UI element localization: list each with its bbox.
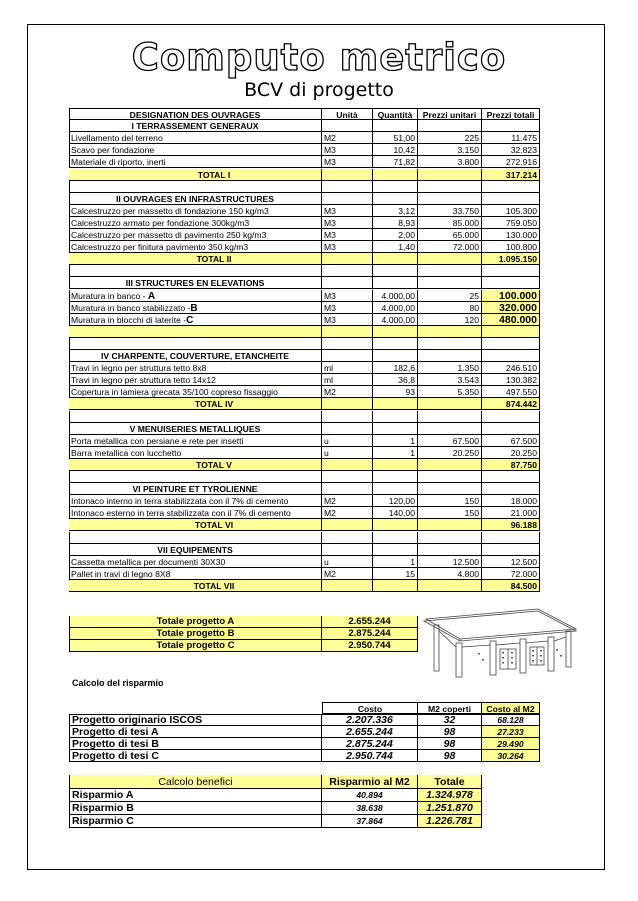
item-unit: M2 <box>322 386 373 398</box>
empty-cell <box>418 459 482 471</box>
empty-cell <box>69 265 322 277</box>
empty-cell <box>482 423 540 435</box>
item-quantity: 182,6 <box>373 362 418 374</box>
item-total-price: 497.550 <box>482 386 540 398</box>
variant-tag: A <box>147 290 156 302</box>
empty-cell <box>482 411 540 423</box>
item-quantity: 8,93 <box>373 217 418 229</box>
item-quantity: 4.000,00 <box>373 290 418 302</box>
item-description-text: Muratura in banco stabilizzato - <box>71 302 191 313</box>
empty-cell <box>482 532 540 544</box>
item-total-price: 72.000 <box>482 568 540 580</box>
item-unit-price: 67.500 <box>418 435 482 447</box>
section-total-label <box>69 326 322 338</box>
empty-cell <box>322 181 373 193</box>
empty-cell <box>69 532 322 544</box>
item-description-text: Calcestruzzo per massetto di pavimento 250 kg/m3 <box>71 230 267 240</box>
item-description-text: Travi in legno per struttura tetto 14x12 <box>71 375 216 386</box>
empty-cell <box>322 265 373 277</box>
costs-header-m2: M2 coperti <box>418 702 482 714</box>
empty-cell <box>373 169 418 181</box>
item-description <box>69 507 322 519</box>
empty-cell <box>482 338 540 350</box>
empty-cell <box>322 411 373 423</box>
item-quantity: 10,42 <box>373 144 418 156</box>
cost-per-m2: 30.264 <box>482 750 540 762</box>
column-header: Prezzi totali <box>482 108 540 120</box>
empty-cell <box>418 120 482 132</box>
item-total-price: 18.000 <box>482 495 540 507</box>
empty-cell <box>418 423 482 435</box>
section-heading: V MENUISERIES METALLIQUES <box>69 423 322 435</box>
item-unit: M3 <box>322 241 373 253</box>
item-description-text: Intonaco esterno in terra stabilizzata con il 7% di cemento <box>71 508 291 519</box>
empty-cell <box>322 459 373 471</box>
item-description <box>69 447 322 459</box>
item-unit-price: 4.800 <box>418 568 482 580</box>
section-total-label: TOTAL II <box>69 253 322 265</box>
item-description-text: Calcestruzzo armato per fondazione 300kg/m3 <box>71 217 250 228</box>
item-total-price: 246.510 <box>482 362 540 374</box>
column-header: Prezzi unitari <box>418 108 482 120</box>
item-unit: M3 <box>322 205 373 217</box>
empty-cell <box>322 253 373 265</box>
item-description <box>69 495 322 507</box>
item-unit-price: 20.250 <box>418 447 482 459</box>
item-description <box>69 132 322 144</box>
column-header: Unità <box>322 108 373 120</box>
item-description <box>69 568 322 580</box>
item-quantity: 1 <box>373 556 418 568</box>
cost-per-m2: 27.233 <box>482 726 540 738</box>
empty-cell <box>322 277 373 289</box>
cost-row-label: Progetto di tesi C <box>69 750 322 762</box>
empty-cell <box>322 193 373 205</box>
cost-value: 2.207.336 <box>322 714 418 726</box>
section-total-label: TOTAL VII <box>69 580 322 592</box>
item-quantity: 51,00 <box>373 132 418 144</box>
item-description <box>69 362 322 374</box>
benefit-row-label: Risparmio C <box>69 815 322 828</box>
empty-cell <box>418 169 482 181</box>
item-description <box>69 217 322 229</box>
empty-cell <box>373 181 418 193</box>
item-unit-price: 33.750 <box>418 205 482 217</box>
item-unit: ml <box>322 374 373 386</box>
empty-cell <box>373 459 418 471</box>
item-unit: M3 <box>322 156 373 168</box>
item-description <box>69 435 322 447</box>
section-total-value: 317.214 <box>482 169 540 181</box>
empty-cell <box>373 265 418 277</box>
item-unit: M3 <box>322 217 373 229</box>
item-quantity: 15 <box>373 568 418 580</box>
item-unit-price: 72.000 <box>418 241 482 253</box>
empty-cell <box>322 483 373 495</box>
empty-cell <box>322 350 373 362</box>
item-total-price: 759.050 <box>482 217 540 229</box>
cost-row-label: Progetto di tesi B <box>69 738 322 750</box>
item-description-text: Scavo per fondazione <box>71 145 155 156</box>
empty-cell <box>322 326 373 338</box>
item-unit-price: 1.350 <box>418 362 482 374</box>
empty-cell <box>373 277 418 289</box>
item-unit: ml <box>322 362 373 374</box>
item-total-price: 130.000 <box>482 229 540 241</box>
item-description-text: Travi in legno per struttura tetto 8x8 <box>71 363 207 374</box>
item-unit-price: 80 <box>418 302 482 314</box>
item-quantity: 36,8 <box>373 374 418 386</box>
empty-cell <box>373 483 418 495</box>
item-quantity: 4.000,00 <box>373 314 418 326</box>
empty-cell <box>418 181 482 193</box>
item-description <box>69 290 322 302</box>
cost-m2: 98 <box>418 738 482 750</box>
benefit-total: 1.226.781 <box>418 815 482 828</box>
item-description <box>69 156 322 168</box>
item-unit-price: 5.350 <box>418 386 482 398</box>
item-total-price: 21.000 <box>482 507 540 519</box>
empty-cell <box>418 471 482 483</box>
house-drawing <box>420 603 580 681</box>
item-unit: M3 <box>322 290 373 302</box>
item-description <box>69 374 322 386</box>
item-quantity: 3,12 <box>373 205 418 217</box>
page-title: Computo metrico <box>131 36 507 79</box>
benefits-header-per-m2: Risparmio al M2 <box>322 775 418 789</box>
item-total-price: 11.475 <box>482 132 540 144</box>
empty-cell <box>373 350 418 362</box>
item-description-text: Calcestruzzo per massetto di fondazione 150 kg/m3 <box>71 205 269 216</box>
savings-title: Calcolo del risparmio <box>72 678 164 688</box>
variant-tag: B <box>190 302 198 314</box>
benefit-per-m2: 38.638 <box>322 802 418 815</box>
section-total-label: TOTAL I <box>69 169 322 181</box>
item-description <box>69 241 322 253</box>
project-total-label: Totale progetto A <box>69 616 322 628</box>
item-total-price: 480.000 <box>482 314 540 326</box>
empty-cell <box>373 544 418 556</box>
cost-value: 2.950.744 <box>322 750 418 762</box>
item-unit: u <box>322 435 373 447</box>
item-total-price: 100.000 <box>482 290 540 302</box>
empty-cell <box>373 120 418 132</box>
empty-cell <box>482 181 540 193</box>
item-unit: M3 <box>322 314 373 326</box>
empty-cell <box>482 350 540 362</box>
empty-cell <box>482 265 540 277</box>
item-description-text: Copertura in lamiera grecata 35/100 copreso fissaggio <box>71 387 278 398</box>
benefit-per-m2: 40.894 <box>322 789 418 802</box>
project-total-value: 2.875.244 <box>322 628 418 640</box>
section-heading: VII EQUIPEMENTS <box>69 544 322 556</box>
section-total-value: 1.095.150 <box>482 253 540 265</box>
empty-cell <box>69 471 322 483</box>
cost-per-m2: 29.490 <box>482 738 540 750</box>
item-total-price: 320.000 <box>482 302 540 314</box>
empty-cell <box>418 338 482 350</box>
item-unit-price: 150 <box>418 495 482 507</box>
benefits-header-label: Calcolo benefici <box>69 775 322 789</box>
item-quantity: 1 <box>373 435 418 447</box>
item-unit: M3 <box>322 302 373 314</box>
item-description-text: Calcestruzzo per finitura pavimento 350 kg/m3 <box>71 242 249 253</box>
item-unit-price: 85.000 <box>418 217 482 229</box>
empty-cell <box>373 580 418 592</box>
benefit-total: 1.251.870 <box>418 802 482 815</box>
section-total-value <box>482 326 540 338</box>
item-unit: M2 <box>322 495 373 507</box>
empty-cell <box>322 580 373 592</box>
empty-cell <box>373 253 418 265</box>
empty-cell <box>418 253 482 265</box>
item-unit: u <box>322 447 373 459</box>
empty-cell <box>373 519 418 531</box>
section-total-value: 87.750 <box>482 459 540 471</box>
costs-header-cost: Costo <box>322 702 418 714</box>
item-unit: M2 <box>322 507 373 519</box>
empty-cell <box>418 532 482 544</box>
empty-cell <box>418 483 482 495</box>
column-header: Quantità <box>373 108 418 120</box>
item-unit: M2 <box>322 132 373 144</box>
section-heading: I TERRASSEMENT GENERAUX <box>69 120 322 132</box>
item-quantity: 71,82 <box>373 156 418 168</box>
item-total-price: 32.823 <box>482 144 540 156</box>
empty-cell <box>373 326 418 338</box>
item-unit-price: 25 <box>418 290 482 302</box>
cost-m2: 32 <box>418 714 482 726</box>
item-unit-price: 225 <box>418 132 482 144</box>
item-unit-price: 150 <box>418 507 482 519</box>
empty-cell <box>322 120 373 132</box>
cost-m2: 98 <box>418 750 482 762</box>
item-description-text: Muratura in blocchi di laterite - <box>71 314 187 325</box>
item-description <box>69 386 322 398</box>
item-description <box>69 205 322 217</box>
cost-row-label: Progetto di tesi A <box>69 726 322 738</box>
empty-cell <box>482 193 540 205</box>
cost-per-m2: 68.128 <box>482 714 540 726</box>
item-total-price: 130.382 <box>482 374 540 386</box>
empty-cell <box>418 519 482 531</box>
page-subtitle: BCV di progetto <box>244 79 394 101</box>
section-total-value: 874.442 <box>482 398 540 410</box>
item-total-price: 100.800 <box>482 241 540 253</box>
item-description <box>69 556 322 568</box>
empty-cell <box>418 193 482 205</box>
item-quantity: 93 <box>373 386 418 398</box>
item-description-text: Intonaco interno in terra stabilizzata con il 7% di cemento <box>71 496 289 507</box>
item-description <box>69 229 322 241</box>
item-unit-price: 12.500 <box>418 556 482 568</box>
empty-cell <box>482 277 540 289</box>
benefit-per-m2: 37.864 <box>322 815 418 828</box>
item-description-text: Muratura in banco - <box>71 290 148 301</box>
item-unit: M3 <box>322 229 373 241</box>
section-total-value: 84.500 <box>482 580 540 592</box>
cost-value: 2.875.244 <box>322 738 418 750</box>
section-heading: II OUVRAGES EN INFRASTRUCTURES <box>69 193 322 205</box>
item-quantity: 120,00 <box>373 495 418 507</box>
empty-cell <box>69 411 322 423</box>
item-quantity: 2,00 <box>373 229 418 241</box>
empty-cell <box>322 169 373 181</box>
variant-tag: C <box>186 314 194 326</box>
empty-cell <box>482 483 540 495</box>
empty-cell <box>418 326 482 338</box>
item-quantity: 4.000,00 <box>373 302 418 314</box>
section-total-label: TOTAL IV <box>69 398 322 410</box>
empty-cell <box>418 265 482 277</box>
item-unit-price: 3.800 <box>418 156 482 168</box>
item-unit-price: 3.543 <box>418 374 482 386</box>
empty-cell <box>322 338 373 350</box>
project-total-value: 2.655.244 <box>322 616 418 628</box>
item-quantity: 140,00 <box>373 507 418 519</box>
item-total-price: 12.500 <box>482 556 540 568</box>
empty-cell <box>418 580 482 592</box>
item-description <box>69 302 322 314</box>
empty-cell <box>322 519 373 531</box>
item-unit-price: 120 <box>418 314 482 326</box>
empty-cell <box>69 181 322 193</box>
item-total-price: 20.250 <box>482 447 540 459</box>
empty-cell <box>482 471 540 483</box>
cost-value: 2.655.244 <box>322 726 418 738</box>
item-unit: u <box>322 556 373 568</box>
empty-cell <box>322 544 373 556</box>
item-description-text: Porta metallica con persiane e rete per insetti <box>71 435 244 446</box>
project-total-value: 2.950.744 <box>322 640 418 652</box>
costs-header-per-m2: Costo al M2 <box>482 702 540 714</box>
empty-cell <box>418 398 482 410</box>
empty-cell <box>482 120 540 132</box>
empty-cell <box>322 471 373 483</box>
item-description-text: Pallet in travi di legno 8X8 <box>71 568 171 579</box>
item-description-text: Cassetta metallica per documenti 30X30 <box>71 556 226 567</box>
project-total-label: Totale progetto C <box>69 640 322 652</box>
benefits-header-total: Totale <box>418 775 482 789</box>
benefit-row-label: Risparmio B <box>69 802 322 815</box>
cost-m2: 98 <box>418 726 482 738</box>
section-heading: III STRUCTURES EN ELEVATIONS <box>69 277 322 289</box>
empty-cell <box>418 544 482 556</box>
item-unit-price: 65.000 <box>418 229 482 241</box>
empty-cell <box>418 277 482 289</box>
empty-cell <box>373 423 418 435</box>
cost-row-label: Progetto originario ISCOS <box>69 714 322 726</box>
column-header: DESIGNATION DES OUVRAGES <box>69 108 322 120</box>
empty-cell <box>418 411 482 423</box>
section-total-label: TOTAL VI <box>69 519 322 531</box>
empty-cell <box>322 423 373 435</box>
benefit-row-label: Risparmio A <box>69 789 322 802</box>
empty-cell <box>373 193 418 205</box>
item-description <box>69 144 322 156</box>
item-unit: M3 <box>322 144 373 156</box>
project-total-label: Totale progetto B <box>69 628 322 640</box>
empty-cell <box>322 532 373 544</box>
empty-cell <box>373 532 418 544</box>
empty-cell <box>418 350 482 362</box>
section-heading: VI PEINTURE ET TYROLIENNE <box>69 483 322 495</box>
item-description-text: Livellamento del terreno <box>71 133 163 144</box>
section-total-label: TOTAL V <box>69 459 322 471</box>
section-heading: IV CHARPENTE, COUVERTURE, ETANCHEITE <box>69 350 322 362</box>
item-unit: M2 <box>322 568 373 580</box>
empty-cell <box>482 544 540 556</box>
item-description <box>69 314 322 326</box>
item-description-text: Barra metallica con lucchetto <box>71 447 182 458</box>
empty-cell <box>322 398 373 410</box>
item-unit-price: 3.150 <box>418 144 482 156</box>
item-description-text: Materiale di riporto, inerti <box>71 157 166 168</box>
empty-cell <box>373 411 418 423</box>
item-quantity: 1 <box>373 447 418 459</box>
item-total-price: 67.500 <box>482 435 540 447</box>
empty-cell <box>373 471 418 483</box>
item-total-price: 105.300 <box>482 205 540 217</box>
benefit-total: 1.324.978 <box>418 789 482 802</box>
empty-cell <box>373 338 418 350</box>
empty-cell <box>373 398 418 410</box>
item-total-price: 272.916 <box>482 156 540 168</box>
section-total-value: 96.188 <box>482 519 540 531</box>
empty-cell <box>69 338 322 350</box>
item-quantity: 1,40 <box>373 241 418 253</box>
